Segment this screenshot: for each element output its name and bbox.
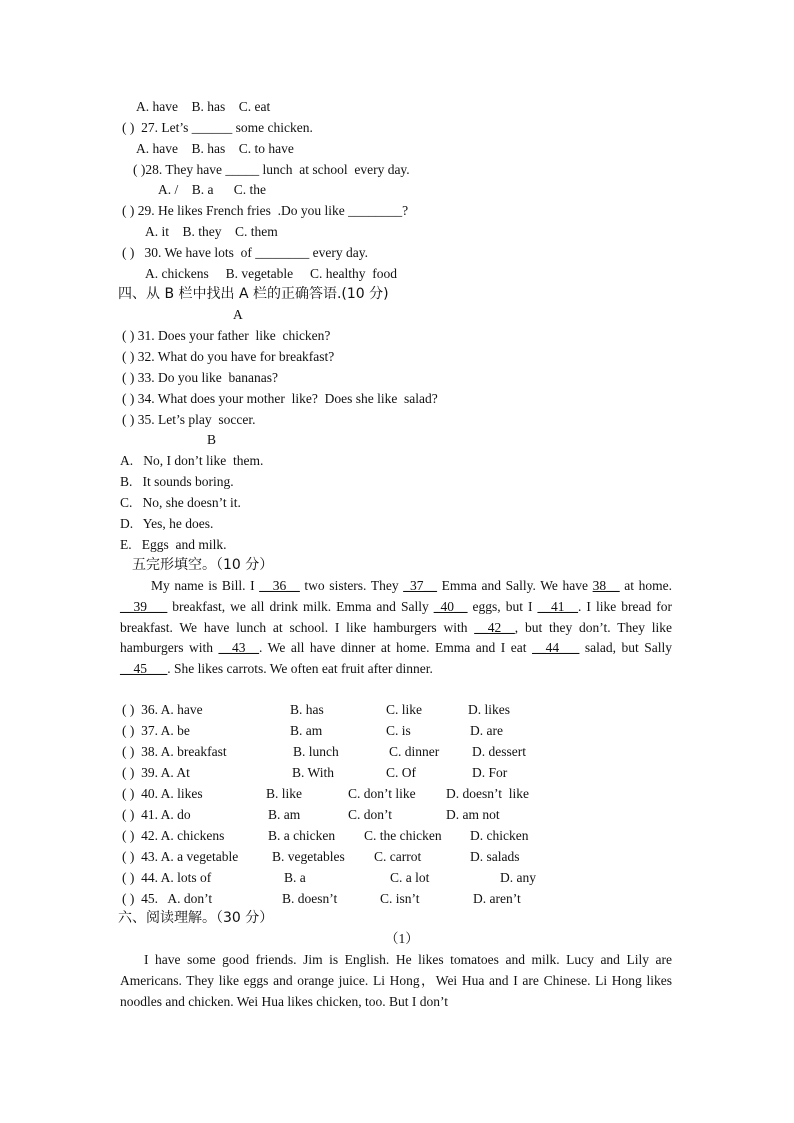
option-d[interactable]: D. aren’t (473, 891, 521, 906)
question-text: 27. Let’s ______ some chicken. (141, 120, 313, 135)
answer-paren[interactable]: ( ) (133, 162, 146, 177)
matching-question: ( ) 34. What does your mother like? Does she like salad? (122, 391, 438, 406)
option-c[interactable]: C. the chicken (364, 828, 442, 843)
option-c[interactable]: C. carrot (374, 849, 422, 864)
answer-paren[interactable]: ( ) (122, 203, 135, 218)
reading-part-label: （1） (385, 931, 419, 946)
section4-title: 四、从 B 栏中找出 A 栏的正确答语.(10 分) (118, 286, 389, 302)
q29-question (122, 203, 408, 219)
option-c[interactable]: C. is (386, 723, 411, 738)
option-c[interactable]: C. don’t like (348, 786, 416, 801)
cloze-item-question: ( ) 39. A. At (122, 765, 190, 780)
cloze-item-question: ( ) 37. A. be (122, 723, 190, 738)
matching-answer: A. No, I don’t like them. (120, 453, 264, 468)
cloze-text: Emma and Sally. We have (436, 578, 593, 593)
cloze-item-question: ( ) 40. A. likes (122, 786, 203, 801)
cloze-text: . She likes carrots. We often eat fruit after dinner. (167, 661, 433, 677)
option-d[interactable]: D. For (472, 765, 508, 780)
cloze-item-question: ( ) 38. A. breakfast (122, 744, 227, 759)
q26-options: A. have B. has C. eat (136, 99, 271, 114)
column-a-label: A (233, 307, 243, 322)
cloze-text: , but they don’t. They like hamburgers with (120, 619, 672, 656)
q28-options: A. / B. a C. the (158, 182, 266, 197)
cloze-text: breakfast, we all drink milk. Emma and Sally (167, 598, 434, 614)
option-b[interactable]: B. am (268, 807, 301, 822)
section6-title: 六、阅读理解。（30 分） (118, 910, 274, 926)
cloze-blank[interactable]: __39___ (120, 598, 168, 614)
option-b[interactable]: B. With (292, 765, 334, 780)
option-b[interactable]: B. like (266, 786, 302, 801)
cloze-text: My name is Bill. I (151, 578, 260, 593)
option-b[interactable]: B. am (290, 723, 323, 738)
option-d[interactable]: D. likes (468, 702, 510, 717)
matching-answer: D. Yes, he does. (120, 516, 214, 531)
question-text: 29. He likes French fries .Do you like ________? (137, 203, 409, 218)
q28-question (133, 162, 410, 178)
option-c[interactable]: C. Of (386, 765, 416, 780)
matching-question: ( ) 32. What do you have for breakfast? (122, 349, 335, 364)
q29-options: A. it B. they C. them (145, 224, 278, 239)
option-c[interactable]: C. don’t (348, 807, 393, 822)
cloze-text: two sisters. They (299, 578, 404, 593)
cloze-text: . We all have dinner at home. Emma and I eat (259, 640, 533, 656)
matching-question: ( ) 33. Do you like bananas? (122, 370, 278, 385)
cloze-blank[interactable]: __43__ (218, 640, 260, 656)
cloze-text: salad, but Sally (579, 640, 672, 656)
cloze-item-question: ( ) 36. A. have (122, 702, 203, 717)
cloze-blank[interactable]: _40__ (433, 598, 468, 614)
option-c[interactable]: C. a lot (390, 870, 430, 885)
option-d[interactable]: D. salads (470, 849, 520, 864)
section5-title: 五完形填空。（10 分） (132, 557, 274, 573)
option-d[interactable]: D. are (470, 723, 503, 738)
q27-options: A. have B. has C. to have (136, 141, 294, 156)
option-d[interactable]: D. doesn’t like (446, 786, 529, 801)
matching-answer: C. No, she doesn’t it. (120, 495, 241, 510)
option-c[interactable]: C. isn’t (380, 891, 420, 906)
cloze-item-question: ( ) 43. A. a vegetable (122, 849, 239, 864)
q30-question (122, 245, 368, 261)
option-d[interactable]: D. dessert (472, 744, 526, 759)
cloze-passage (120, 576, 672, 680)
cloze-text: eggs, but I (467, 598, 538, 614)
q27-question (122, 120, 313, 136)
column-b-label: B (207, 432, 217, 447)
cloze-text: . I like bread for breakfast. We have lunch at school. I like hamburgers with (120, 598, 672, 635)
option-b[interactable]: B. a (284, 870, 306, 885)
cloze-item-question: ( ) 44. A. lots of (122, 870, 212, 885)
cloze-blank[interactable]: __41__ (537, 598, 579, 614)
matching-question: ( ) 35. Let’s play soccer. (122, 412, 256, 427)
cloze-item-question: ( ) 42. A. chickens (122, 828, 225, 843)
question-text: 28. They have _____ lunch at school every day. (145, 162, 410, 177)
option-b[interactable]: B. a chicken (268, 828, 336, 843)
q30-options: A. chickens B. vegetable C. healthy food (145, 266, 397, 281)
cloze-blank[interactable]: 38__ (592, 578, 620, 593)
answer-paren[interactable]: ( ) (122, 120, 135, 135)
option-d[interactable]: D. am not (446, 807, 500, 822)
option-b[interactable]: B. vegetables (272, 849, 345, 864)
option-b[interactable]: B. lunch (293, 744, 339, 759)
cloze-blank[interactable]: __44___ (532, 640, 580, 656)
cloze-blank[interactable]: _37__ (403, 578, 437, 593)
option-d[interactable]: D. chicken (470, 828, 529, 843)
matching-answer: B. It sounds boring. (120, 474, 234, 489)
question-text: 30. We have lots of ________ every day. (144, 245, 368, 260)
cloze-item-question: ( ) 45. A. don’t (122, 891, 213, 906)
option-b[interactable]: B. has (290, 702, 324, 717)
cloze-item-question: ( ) 41. A. do (122, 807, 191, 822)
cloze-blank[interactable]: __45___ (120, 661, 168, 677)
answer-paren[interactable]: ( ) (122, 245, 135, 260)
matching-answer: E. Eggs and milk. (120, 537, 227, 552)
option-c[interactable]: C. like (386, 702, 422, 717)
cloze-blank[interactable]: __36__ (259, 578, 300, 593)
reading-passage: I have some good friends. Jim is English. He likes tomatoes and milk. Lucy and Lily are Americans. They like eggs and orange juice. Li Hong，Wei Hua and I are Chinese. Li Hong likes noodles and chicken. Wei Hua likes chicken, too. But I don’t (120, 952, 672, 1009)
option-c[interactable]: C. dinner (389, 744, 440, 759)
option-d[interactable]: D. any (500, 870, 536, 885)
option-b[interactable]: B. doesn’t (282, 891, 338, 906)
cloze-text: at home. (619, 578, 673, 593)
matching-question: ( ) 31. Does your father like chicken? (122, 328, 331, 343)
cloze-blank[interactable]: __42__ (474, 619, 515, 635)
